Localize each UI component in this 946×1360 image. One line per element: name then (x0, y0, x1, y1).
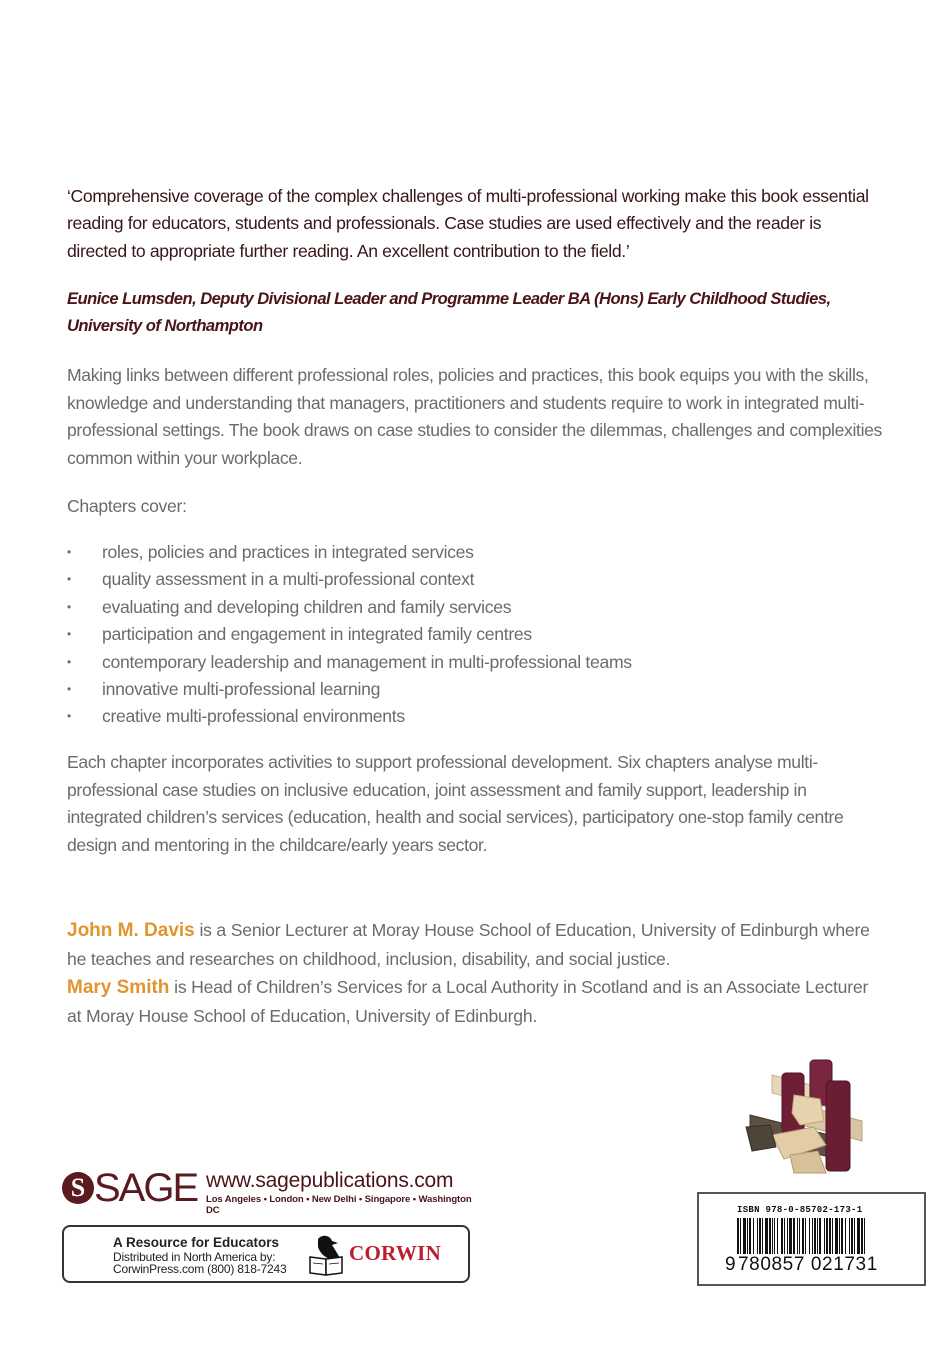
review-quote: ‘Comprehensive coverage of the complex challenges of multi-professional working make this book essential reading for educators, students and professionals. Case studies are used effectively and the reader is directed to appropriate further reading. An excellent contribution to the field.’ (67, 186, 869, 261)
chapter-text: roles, policies and practices in integrated services (102, 542, 474, 562)
chapter-text: evaluating and developing children and family services (102, 596, 512, 617)
distribution-line: Distributed in North America by: (113, 1250, 276, 1264)
isbn-barcode-box (697, 1192, 926, 1286)
publisher-url[interactable]: www.sagepublications.com (206, 1169, 454, 1192)
bullet-icon: • (67, 654, 71, 669)
list-item (67, 621, 882, 648)
attribution-affiliation: University of Northampton (67, 315, 263, 335)
corwin-resource-box (62, 1225, 470, 1283)
publisher-cities: Los Angeles • London • New Delhi • Singapore • Washington DC (206, 1194, 472, 1216)
isbn-lead-digit: 9 (725, 1254, 737, 1275)
isbn-number: 780857 021731 (738, 1254, 878, 1275)
sage-logo (60, 1166, 480, 1216)
isbn-label: ISBN 978-0-85702-173-1 (737, 1205, 863, 1215)
chapter-text: innovative multi-professional learning (102, 679, 381, 700)
puzzle-image (742, 1055, 872, 1175)
chapter-text: quality assessment in a multi-professional context (102, 569, 475, 590)
bullet-icon: • (67, 572, 71, 587)
author-name: Mary Smith (67, 977, 170, 998)
raven-book-icon (308, 1233, 346, 1277)
list-item (67, 676, 882, 703)
bullet-icon: • (67, 627, 71, 642)
book-summary: Each chapter incorporates activities to support professional development. Six chapters analyse multi-professional case studies on inclusive education, joint assessment and family support, leadership in integrated children’s services (education, health and social services), participatory one-stop family centre design and mentoring in the childcare/early years sector. (67, 752, 844, 855)
author-bios (67, 916, 882, 1030)
chapter-text: creative multi-professional environments (102, 706, 405, 727)
author-name: John M. Davis (67, 920, 195, 941)
chapters-heading: Chapters cover: (67, 496, 187, 516)
isbn-digits (725, 1254, 879, 1276)
list-item (67, 703, 882, 730)
book-description: Making links between different professional roles, policies and practices, this book equips you with the skills, knowledge and understanding that managers, practitioners and students require to work in integrated multi-professional settings. The book draws on case studies to consider the dilemmas, challenges and complexities common within your workplace. (67, 365, 883, 468)
chapters-list (67, 539, 882, 731)
list-item (67, 539, 882, 566)
corwin-contact: CorwinPress.com (800) 818-7243 (113, 1262, 287, 1276)
sage-wordmark: SAGE (94, 1166, 198, 1210)
list-item (67, 594, 882, 621)
author-bio: is a Senior Lecturer at Moray House School of Education, University of Edinburgh where he teaches and researches on childhood, inclusion, disability, and social justice. (67, 920, 870, 969)
bullet-icon: • (67, 599, 71, 614)
bullet-icon: • (67, 545, 71, 559)
list-item (67, 566, 882, 593)
resource-title: A Resource for Educators (113, 1235, 280, 1250)
corwin-logo: CORWIN (349, 1241, 442, 1265)
chapter-text: contemporary leadership and management in multi-professional teams (102, 651, 632, 672)
chapter-text: participation and engagement in integrated family centres (102, 624, 532, 645)
author-bio: is Head of Children’s Services for a Local Authority in Scotland and is an Associate Lecturer at Moray House School of Education, University of Edinburgh. (67, 977, 869, 1026)
bullet-icon: • (67, 682, 71, 697)
sage-mark-icon: S (62, 1172, 94, 1204)
list-item (67, 649, 882, 676)
bullet-icon: • (67, 709, 71, 724)
attribution-line: Eunice Lumsden, Deputy Divisional Leader and Programme Leader BA (Hons) Early Childhood Studies, (67, 289, 831, 308)
review-attribution (67, 286, 882, 339)
